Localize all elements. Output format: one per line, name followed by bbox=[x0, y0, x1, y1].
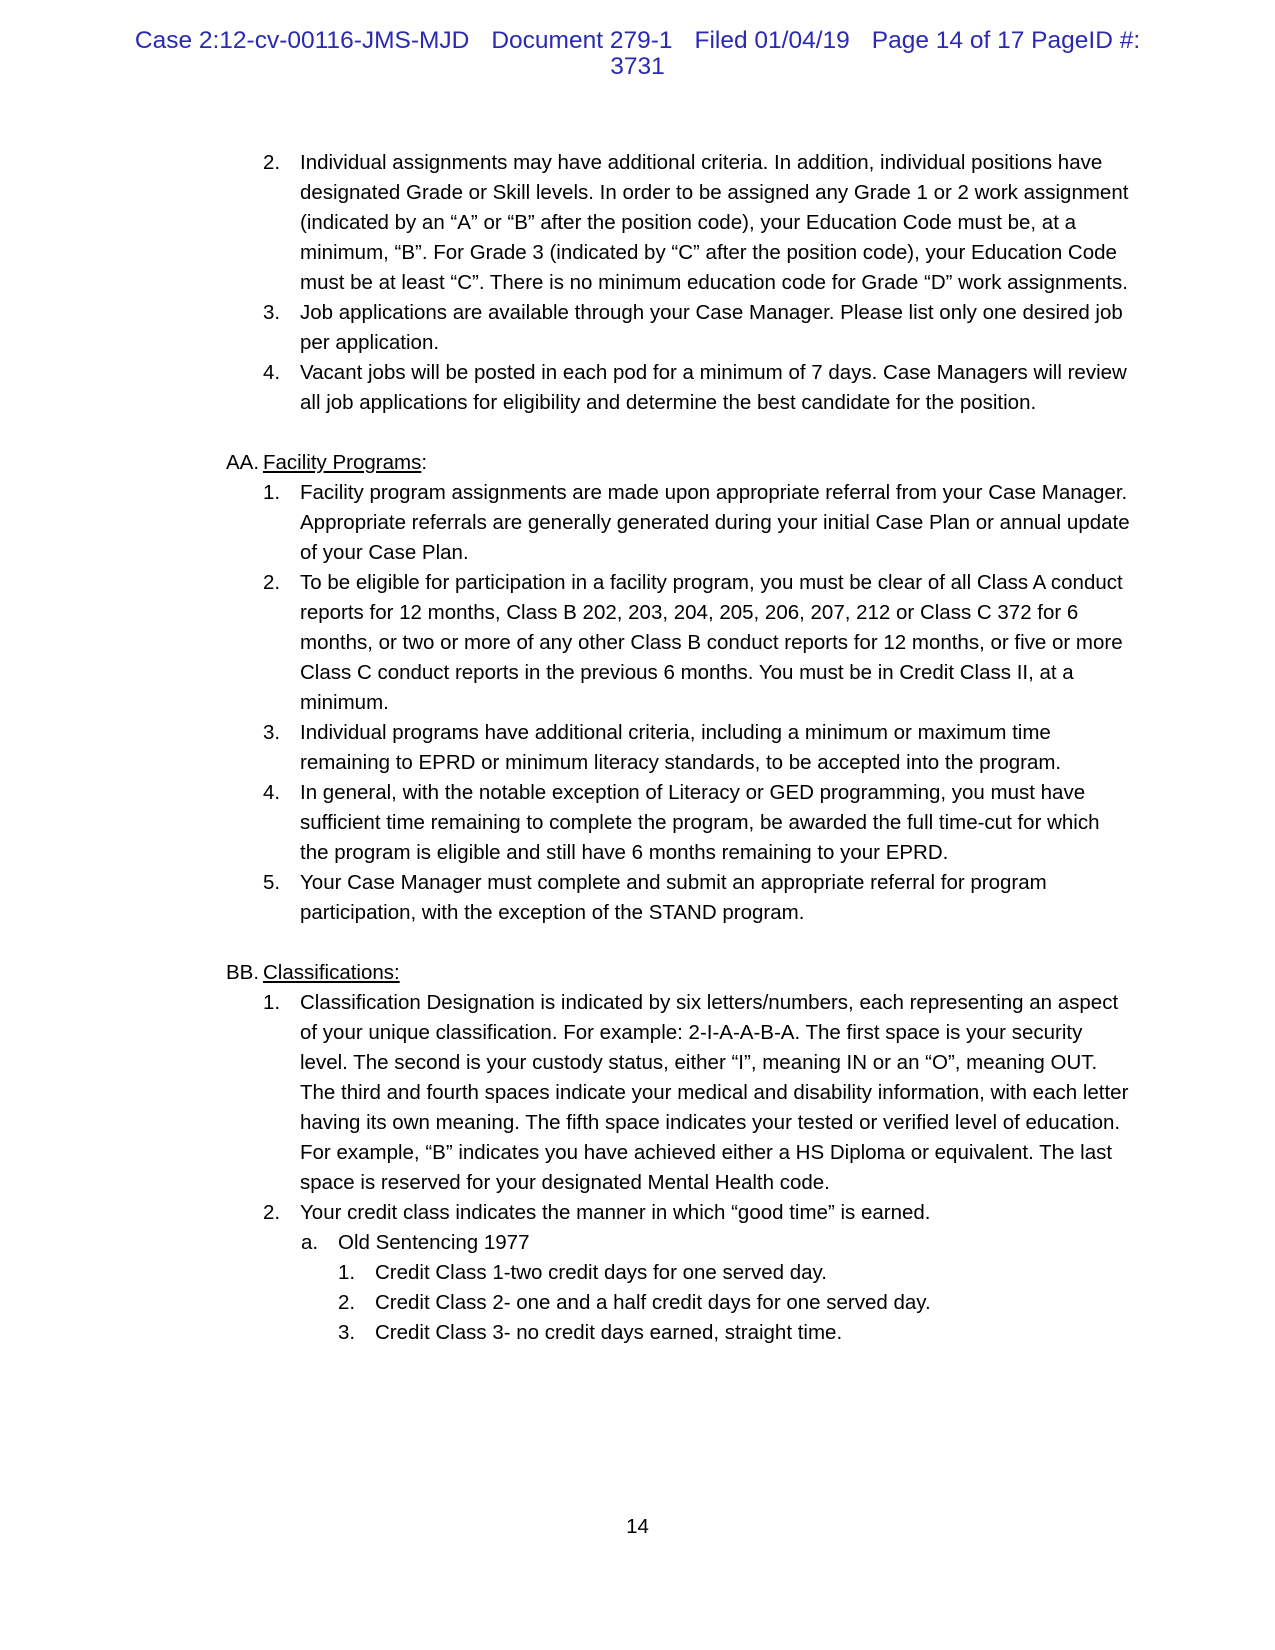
item-number: 4. bbox=[263, 361, 281, 384]
section-title: Facility Programs bbox=[263, 451, 422, 474]
list-item bbox=[263, 1198, 1130, 1228]
list-item bbox=[263, 988, 1130, 1198]
list-item bbox=[263, 868, 1130, 928]
item-text: Job applications are available through your Case Manager. Please list only one desired job per application. bbox=[300, 301, 1123, 354]
document-number: Document 279-1 bbox=[491, 27, 673, 54]
nested-list-item bbox=[338, 1318, 1125, 1348]
item-number: 1. bbox=[263, 991, 281, 1014]
list-item bbox=[263, 718, 1130, 778]
item-number: 2. bbox=[338, 1291, 356, 1314]
item-number: 3. bbox=[263, 721, 281, 744]
item-number: 2. bbox=[263, 1201, 281, 1224]
item-text: Facility program assignments are made upon appropriate referral from your Case Manager. Appropriate referrals are generally generated during your initial Case Plan or annual update of your Case Plan. bbox=[300, 481, 1130, 564]
sub-item-text: Old Sentencing 1977 bbox=[338, 1231, 530, 1254]
section-letter: AA. bbox=[226, 451, 260, 474]
section-heading-classifications bbox=[226, 958, 1275, 988]
item-text: Vacant jobs will be posted in each pod for a minimum of 7 days. Case Managers will review all job applications for eligibility and determine the best candidate for the position. bbox=[300, 361, 1127, 414]
item-number: 2. bbox=[263, 571, 281, 594]
filed-date: Filed 01/04/19 bbox=[694, 27, 850, 54]
section-heading-facility-programs bbox=[226, 448, 1275, 478]
item-number: 2. bbox=[263, 151, 281, 174]
item-text: Credit Class 1-two credit days for one served day. bbox=[375, 1261, 827, 1284]
item-number: 1. bbox=[338, 1261, 356, 1284]
nested-list-item bbox=[338, 1288, 1125, 1318]
item-number: 1. bbox=[263, 481, 281, 504]
item-number: 5. bbox=[263, 871, 281, 894]
sub-item-letter: a. bbox=[301, 1231, 319, 1254]
item-text: Classification Designation is indicated by six letters/numbers, each representing an aspect of your unique classification. For example: 2-I-A-A-B-A. The first space is your security level. The second is your custody status, either “I”, meaning IN or an “O”, meaning OUT. The third and fourth spaces indicate your medical and disability information, with each letter having its own meaning. The fifth space indicates your tested or verified level of education. For example, “B” indicates you have achieved either a HS Diploma or equivalent. The last space is reserved for your designated Mental Health code. bbox=[300, 991, 1129, 1194]
item-number: 4. bbox=[263, 781, 281, 804]
nested-list-item bbox=[338, 1258, 1125, 1288]
item-text: Individual programs have additional criteria, including a minimum or maximum time remaining to EPRD or minimum literacy standards, to be accepted into the program. bbox=[300, 721, 1062, 774]
section-letter: BB. bbox=[226, 961, 260, 984]
sub-list-item bbox=[301, 1228, 1128, 1258]
item-text: To be eligible for participation in a facility program, you must be clear of all Class A conduct reports for 12 months, Class B 202, 203, 204, 205, 206, 207, 212 or Class C 372 for 6 months, or two or more of any other Class B conduct reports for 12 months, or five or more Class C conduct reports in the previous 6 months. You must be in Credit Class II, at a minimum. bbox=[300, 571, 1123, 714]
item-text: Your Case Manager must complete and submit an appropriate referral for program participation, with the exception of the STAND program. bbox=[300, 871, 1047, 924]
list-item bbox=[263, 478, 1130, 568]
list-item bbox=[263, 148, 1130, 298]
item-number: 3. bbox=[338, 1321, 356, 1344]
item-text: Credit Class 2- one and a half credit days for one served day. bbox=[375, 1291, 931, 1314]
list-item bbox=[263, 358, 1130, 418]
item-text: Your credit class indicates the manner in which “good time” is earned. bbox=[300, 1201, 931, 1224]
page-info: Page 14 of 17 PageID #: bbox=[871, 27, 1141, 54]
case-number: Case 2:12-cv-00116-JMS-MJD bbox=[134, 27, 470, 54]
list-item bbox=[263, 778, 1130, 868]
list-item bbox=[263, 568, 1130, 718]
document-body bbox=[0, 148, 1275, 1348]
item-text: In general, with the notable exception of Literacy or GED programming, you must have sufficient time remaining to complete the program, be awarded the full time-cut for which the program is eligible and still have 6 months remaining to your EPRD. bbox=[300, 781, 1100, 864]
item-text: Individual assignments may have additional criteria. In addition, individual positions have designated Grade or Skill levels. In order to be assigned any Grade 1 or 2 work assignment (indicated by an “A” or “B” after the position code), your Education Code must be, at a minimum, “B”. For Grade 3 (indicated by “C” after the position code), your Education Code must be at least “C”. There is no minimum education code for Grade “D” work assignments. bbox=[300, 151, 1129, 294]
page-id: 3731 bbox=[610, 53, 665, 80]
section-title-suffix: : bbox=[421, 451, 428, 474]
filing-header bbox=[0, 28, 1275, 80]
page-number: 14 bbox=[626, 1515, 649, 1538]
list-item bbox=[263, 298, 1130, 358]
item-text: Credit Class 3- no credit days earned, straight time. bbox=[375, 1321, 843, 1344]
item-number: 3. bbox=[263, 301, 281, 324]
section-title: Classifications: bbox=[263, 961, 400, 984]
